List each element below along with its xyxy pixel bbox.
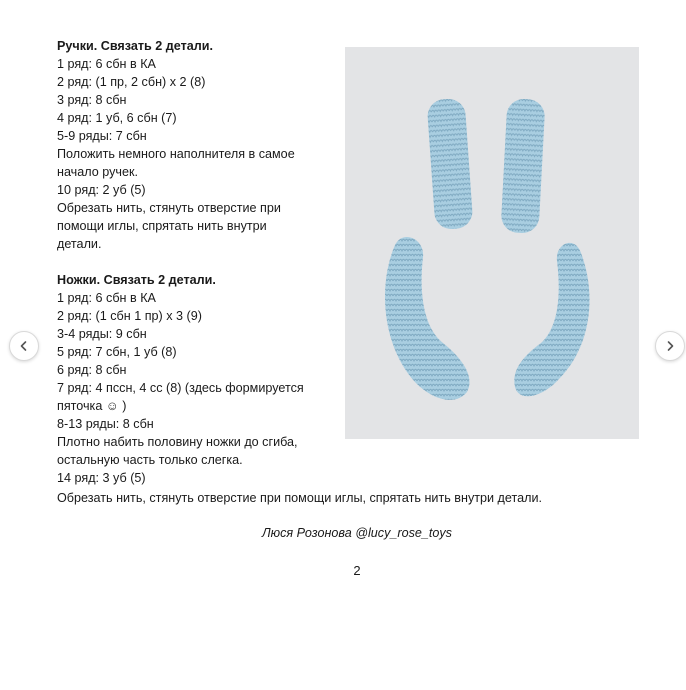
arms-heading: Ручки. Связать 2 детали. — [57, 39, 214, 53]
crochet-parts-photo — [345, 47, 639, 439]
arms-line: помощи иглы, спрятать нить внутри — [57, 219, 267, 233]
arms-line: 3 ряд: 8 сбн — [57, 93, 127, 107]
legs-line: остальную часть только слегка. — [57, 453, 243, 467]
legs-line: 5 ряд: 7 сбн, 1 уб (8) — [57, 345, 177, 359]
legs-line: 6 ряд: 8 сбн — [57, 363, 127, 377]
legs-line: 3-4 ряды: 9 сбн — [57, 327, 147, 341]
legs-line: Плотно набить половину ножки до сгиба, — [57, 435, 298, 449]
legs-heading: Ножки. Связать 2 детали. — [57, 273, 216, 287]
arms-line: Положить немного наполнителя в самое — [57, 147, 295, 161]
arms-line: 5-9 ряды: 7 сбн — [57, 129, 147, 143]
next-slide-button[interactable] — [655, 331, 685, 361]
legs-line: 14 ряд: 3 уб (5) — [57, 471, 146, 485]
arms-line: 10 ряд: 2 уб (5) — [57, 183, 146, 197]
legs-line: 7 ряд: 4 пссн, 4 сс (8) (здесь формируется — [57, 381, 304, 395]
legs-line: 1 ряд: 6 сбн в КА — [57, 291, 156, 305]
legs-line: пяточка ☺ ) — [57, 399, 127, 413]
arms-line: 1 ряд: 6 сбн в КА — [57, 57, 156, 71]
arms-line: 2 ряд: (1 пр, 2 сбн) х 2 (8) — [57, 75, 206, 89]
page-number: 2 — [353, 563, 361, 578]
chevron-right-icon — [664, 340, 676, 352]
chevron-left-icon — [18, 340, 30, 352]
author-credit: Люся Розонова @lucy_rose_toys — [262, 526, 452, 540]
legs-line: 8-13 ряды: 8 сбн — [57, 417, 154, 431]
closing-instruction: Обрезать нить, стянуть отверстие при помощи иглы, спрятать нить внутри детали. — [57, 491, 542, 505]
arms-line: начало ручек. — [57, 165, 138, 179]
previous-slide-button[interactable] — [9, 331, 39, 361]
arms-line: Обрезать нить, стянуть отверстие при — [57, 201, 281, 215]
legs-line: 2 ряд: (1 сбн 1 пр) х 3 (9) — [57, 309, 202, 323]
arm-right — [501, 98, 546, 234]
arms-line: детали. — [57, 237, 102, 251]
arms-line: 4 ряд: 1 уб, 6 сбн (7) — [57, 111, 177, 125]
